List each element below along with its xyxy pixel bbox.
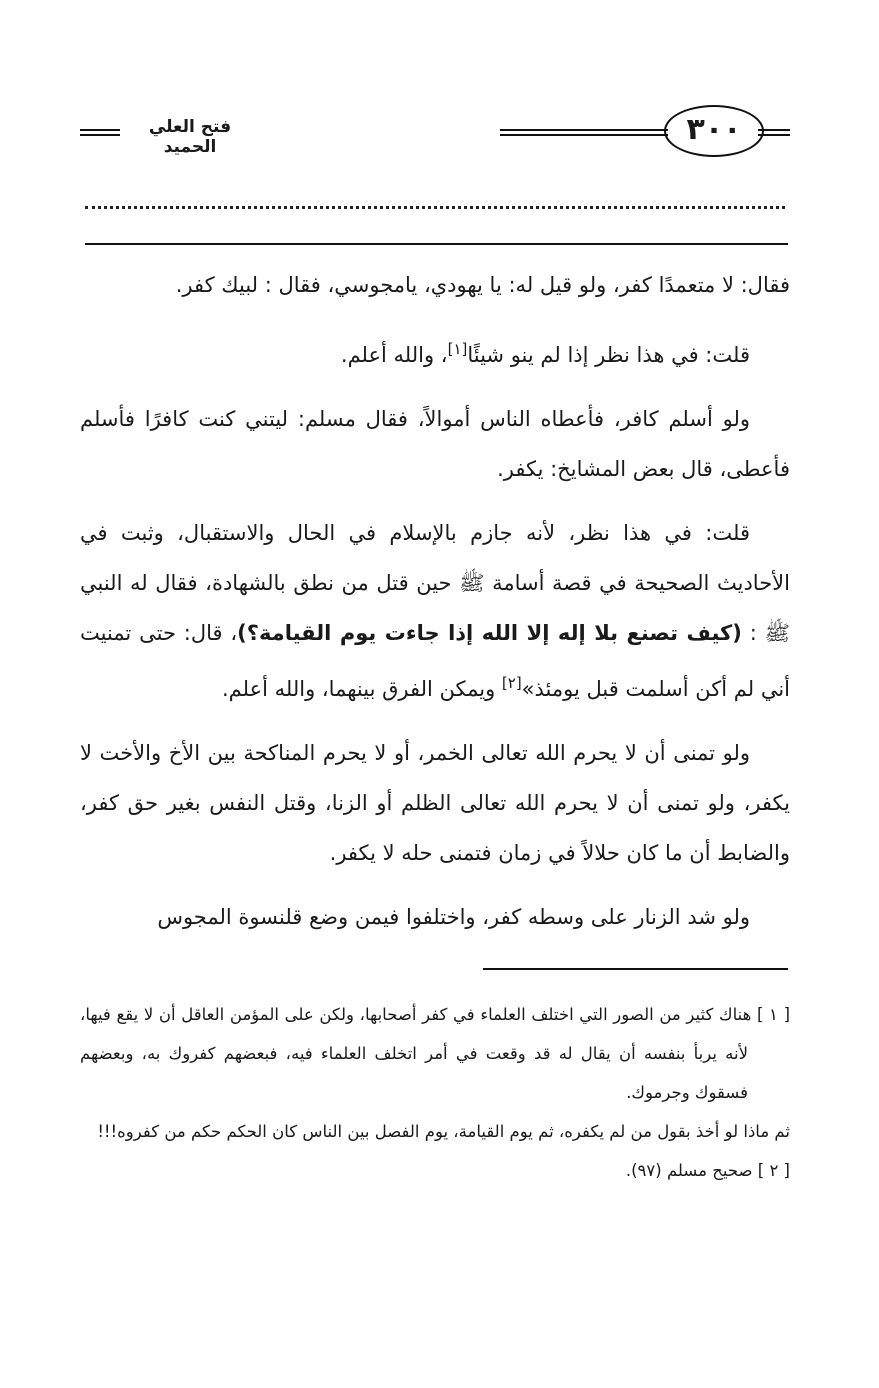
paragraph xyxy=(80,394,790,494)
footnote-text: ثم ماذا لو أخذ بقول من لم يكفره، ثم يوم القيامة، يوم الفصل بين الناس كان الحكم حكم من كفروه!!! xyxy=(97,1122,790,1141)
paragraph-text: ولو شد الزنار على وسطه كفر، واختلفوا فيمن وضع قلنسوة المجوس xyxy=(157,905,750,929)
footnotes xyxy=(80,995,790,1190)
footnote-2 xyxy=(80,1151,790,1190)
footnote-ref: [٢] xyxy=(501,674,522,692)
header-double-rule-right xyxy=(758,129,790,136)
footnote-text: صحيح مسلم (٩٧). xyxy=(625,1161,753,1180)
dotted-separator xyxy=(85,206,785,213)
footnote-1 xyxy=(80,995,790,1112)
hadith-quote: (كيف تصنع بلا إله إلا الله إذا جاءت يوم القيامة؟) xyxy=(237,621,742,645)
paragraph xyxy=(80,728,790,878)
paragraph-text: قلت: في هذا نظر إذا لم ينو شيئًا xyxy=(467,343,750,367)
paragraph-text: ولو أسلم كافر، فأعطاه الناس أموالاً، فقال مسلم: ليتني كنت كافرًا فأسلم فأعطى، قال بعض المشايخ: يكفر. xyxy=(80,407,790,481)
paragraph-text: قلت: في هذا نظر، لأنه جازم بالإسلام في الحال والاستقبال، وثبت في الأحاديث الصحيحة في قصة أسامة ﷺ حين قتل من نطق بالشهادة، فقال له النبي ﷺ : xyxy=(80,521,790,645)
footnote-marker: [ ٢ ] xyxy=(757,1161,790,1180)
paragraph xyxy=(80,260,790,310)
header-solid-rule xyxy=(85,243,788,245)
paragraph-text: فقال: لا متعمدًا كفر، ولو قيل له: يا يهودي، يامجوسي، فقال : لبيك كفر. xyxy=(175,273,790,297)
footnote-marker: [ ١ ] xyxy=(756,1005,791,1024)
paragraph-text: ويمكن الفرق بينهما، والله أعلم. xyxy=(222,677,502,701)
footnote-separator xyxy=(483,968,788,970)
page-number: ٣٠٠ xyxy=(664,105,764,157)
running-title: فتح العلي الحميد xyxy=(148,117,232,157)
paragraph xyxy=(80,324,790,380)
header-double-rule-middle xyxy=(500,129,668,136)
footnote-ref: [١] xyxy=(447,340,468,358)
header-double-rule-left xyxy=(80,129,120,136)
paragraph xyxy=(80,892,790,942)
main-text xyxy=(80,260,790,956)
paragraph-text: ، قال: حتى تمنيت أني لم أكن أسلمت قبل يومئذ» xyxy=(80,621,790,701)
paragraph-text: ولو تمنى أن لا يحرم الله تعالى الخمر، أو لا يحرم المناكحة بين الأخ والأخت لا يكفر، ولو تمنى أن لا يحرم الله تعالى الظلم أو الزنا، وقتل النفس بغير حق كفر، والضابط أن ما كان حلالاً في زمان فتمنى حله لا يكفر. xyxy=(80,741,790,865)
page-header xyxy=(0,0,879,180)
paragraph xyxy=(80,508,790,714)
paragraph-text: ، والله أعلم. xyxy=(340,343,448,367)
footnote-1-continuation xyxy=(80,1112,790,1151)
footnote-text: هناك كثير من الصور التي اختلف العلماء في كفر أصحابها، ولكن على المؤمن العاقل أن لا يقع فيها، لأنه يربأ بنفسه أن يقال له قد وقعت في أمر اتخلف العلماء فيه، فبعضهم كفروك به، وبعضهم فسقوك وجرموك. xyxy=(80,1005,752,1102)
